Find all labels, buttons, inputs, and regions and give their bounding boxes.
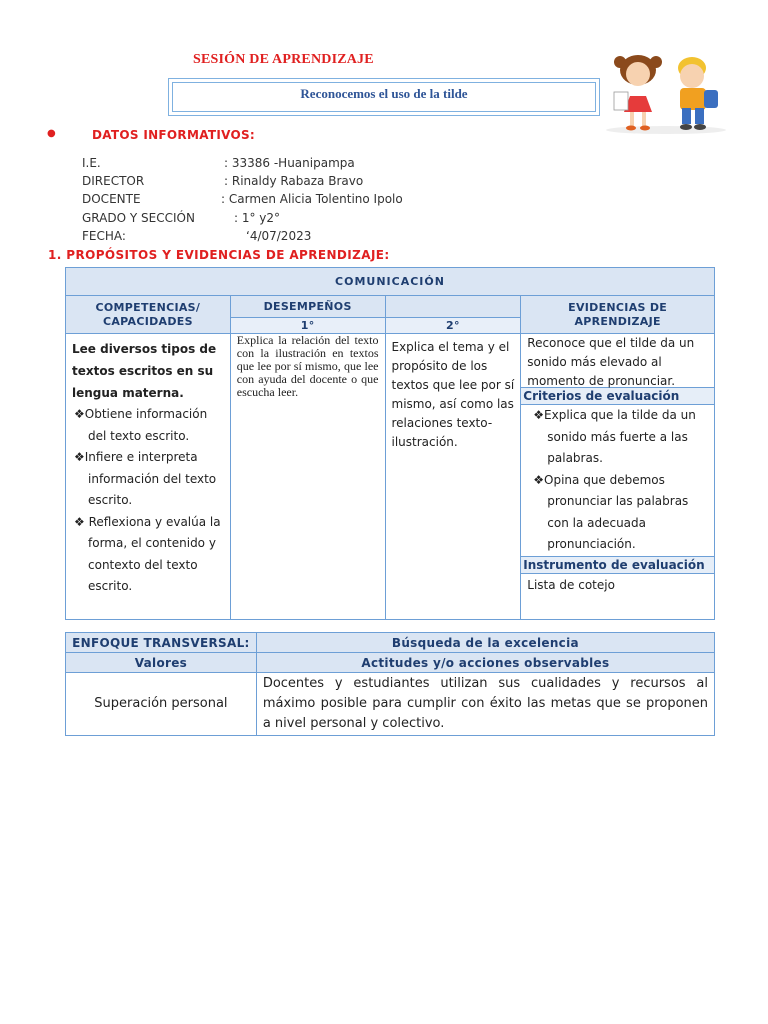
session-title: SESIÓN DE APRENDIZAJE: [193, 52, 374, 67]
info-value: : 1° y2°: [234, 211, 281, 225]
info-label: GRADO Y SECCIÓN: [82, 211, 195, 225]
info-label: DOCENTE: [82, 192, 141, 206]
evidencia-text: Reconoce que el tilde da un sonido más elevado al momento de pronunciar.: [521, 334, 714, 388]
check-icon: ❖: [533, 472, 545, 487]
grade-1-header: 1°: [230, 318, 385, 334]
competencia-text: Lee diversos tipos de textos escritos en su lengua materna.: [72, 342, 217, 400]
info-value: : Carmen Alicia Tolentino Ipolo: [221, 192, 403, 206]
capacidad-item: [72, 447, 224, 512]
check-icon: ❖: [74, 450, 85, 464]
datos-heading: DATOS INFORMATIVOS:: [92, 128, 256, 142]
check-icon: ❖: [74, 514, 85, 529]
actitudes-header: Actitudes y/o acciones observables: [256, 653, 714, 673]
criterio-item: [527, 470, 708, 556]
info-value: ‘4/07/2023: [246, 229, 312, 243]
enfoque-table: [65, 632, 715, 736]
criterio-item: [527, 405, 708, 470]
info-value: : Rinaldy Rabaza Bravo: [224, 174, 364, 188]
info-label: DIRECTOR: [82, 174, 145, 188]
desempenos-header-blank: [385, 296, 521, 318]
criterios-heading: Criterios de evaluación: [521, 388, 714, 405]
check-icon: ❖: [533, 408, 545, 422]
capacidad-text: Reflexiona y evalúa la forma, el contenido y contexto del texto escrito.: [88, 514, 221, 593]
capacidad-item: [72, 404, 224, 447]
desempeno-grade-2: Explica el tema y el propósito de los textos que lee por sí mismo, así como las relaciones texto-ilustración.: [385, 334, 521, 620]
area-header: COMUNICACIÓN: [66, 268, 715, 296]
info-value: : 33386 -Huanipampa: [224, 156, 355, 170]
valores-header: Valores: [66, 653, 257, 673]
criterio-text: Opina que debemos pronunciar las palabras con la adecuada pronunciación.: [544, 472, 689, 551]
actitud-cell: Docentes y estudiantes utilizan sus cualidades y recursos al máximo posible para cumplir con éxito las metas que se proponen a nivel personal y colectivo.: [256, 673, 714, 736]
enfoque-label: ENFOQUE TRANSVERSAL:: [66, 633, 257, 653]
propositos-table: [65, 267, 715, 620]
criterio-text: Explica que la tilde da un sonido más fuerte a las palabras.: [544, 408, 696, 465]
instrumento-heading: Instrumento de evaluación: [521, 557, 714, 574]
competencia-cell: [66, 334, 231, 620]
bullet-icon: ●: [47, 128, 56, 139]
children-illustration: [600, 52, 732, 134]
capacidad-text: Infiere e interpreta información del texto escrito.: [84, 450, 217, 507]
desempeno-grade-1: Explica la relación del texto con la ilustración en textos que lee por sí mismo, que lee con ayuda del docente o que escucha leer.: [230, 334, 385, 620]
evidencias-cell: [521, 334, 715, 620]
subtitle-inner-frame: [172, 82, 596, 112]
desempenos-header: DESEMPEÑOS: [230, 296, 385, 318]
boy-face: [680, 64, 704, 88]
session-subtitle: Reconocemos el uso de la tilde: [300, 86, 468, 101]
instrumento-text: Lista de cotejo: [527, 578, 615, 592]
check-icon: ❖: [74, 407, 85, 421]
section-heading-propositos: 1. PROPÓSITOS Y EVIDENCIAS DE APRENDIZAJE:: [48, 248, 390, 262]
enfoque-value: Búsqueda de la excelencia: [256, 633, 714, 653]
girl-face: [626, 62, 650, 86]
info-label: I.E.: [82, 156, 101, 170]
grade-2-header: 2°: [385, 318, 521, 334]
capacidad-item: [72, 512, 224, 598]
valor-cell: Superación personal: [66, 673, 257, 736]
evidencias-header: EVIDENCIAS DE APRENDIZAJE: [521, 296, 715, 334]
subtitle-box: [168, 78, 600, 116]
competencias-header: COMPETENCIAS/ CAPACIDADES: [66, 296, 231, 334]
info-label: FECHA:: [82, 229, 126, 243]
criterios-list: [521, 405, 714, 557]
capacidad-text: Obtiene información del texto escrito.: [84, 407, 208, 443]
